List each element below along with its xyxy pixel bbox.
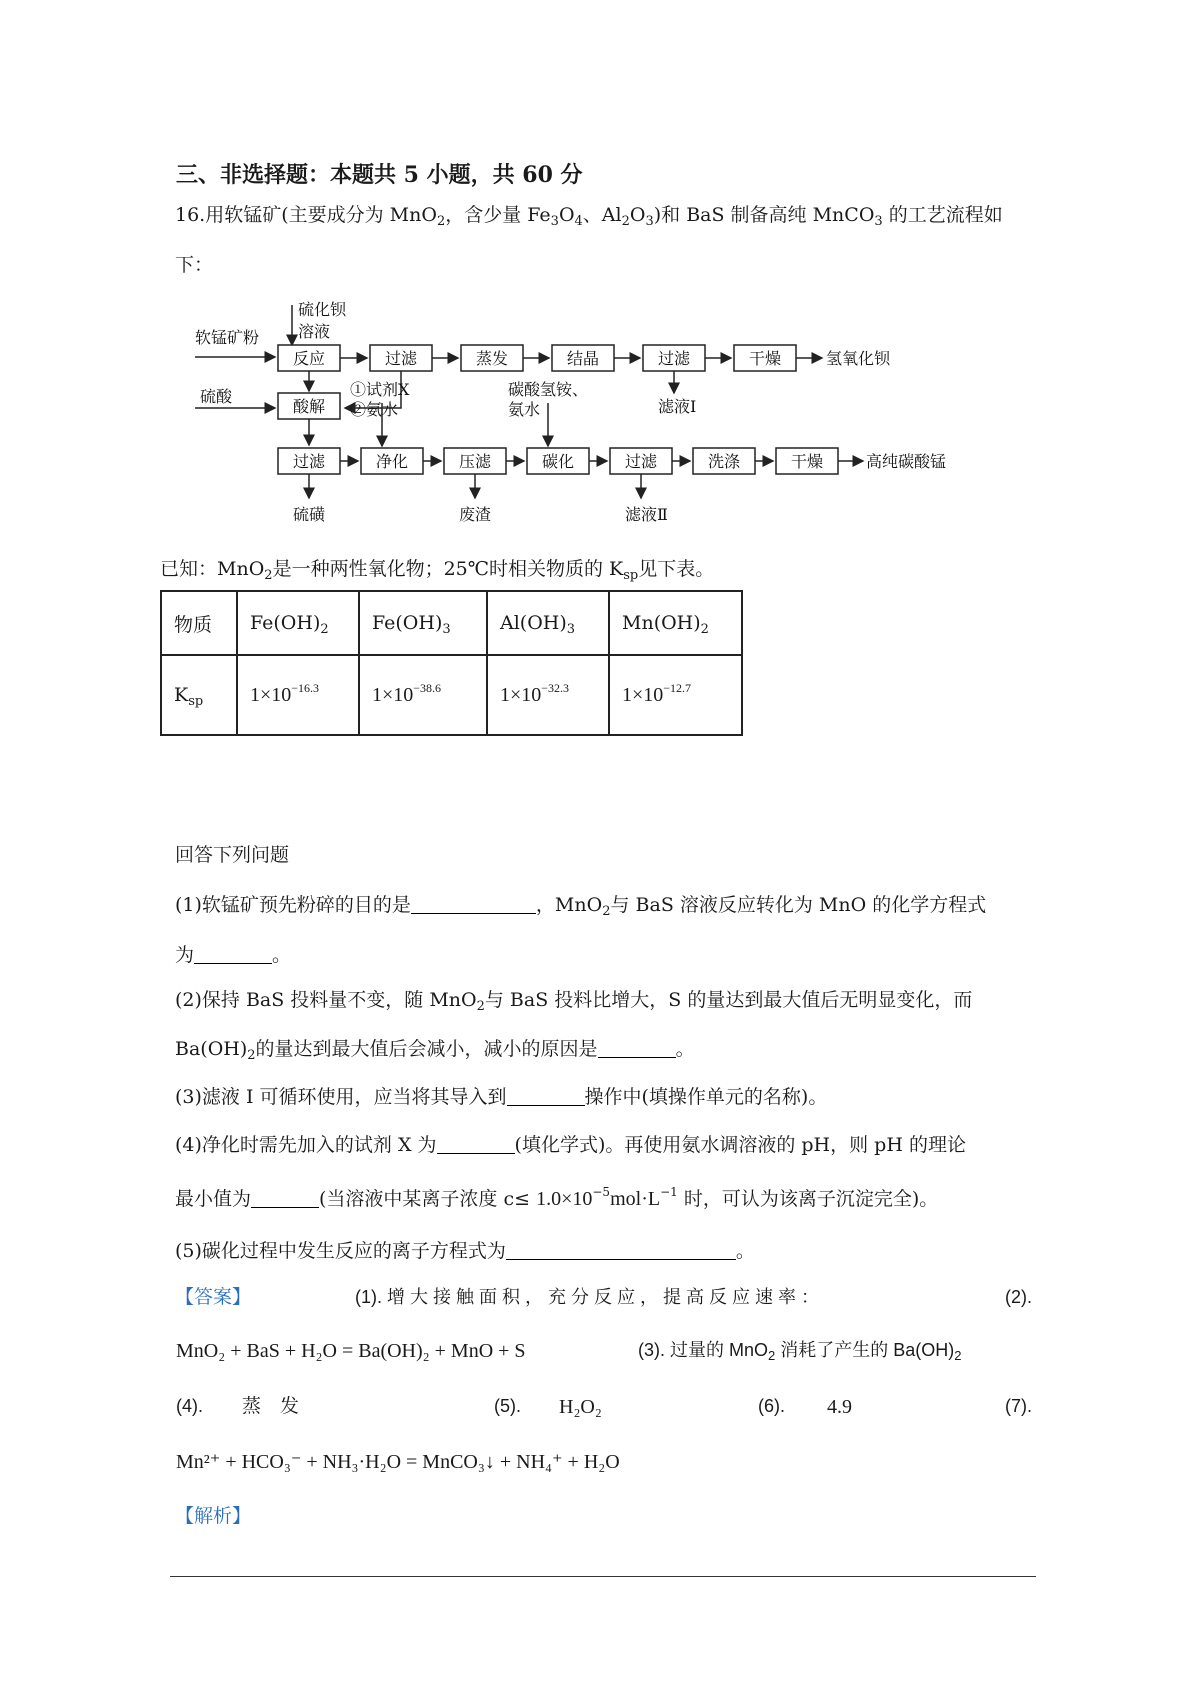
flow-reagent-1: ①试剂X: [350, 380, 410, 399]
flow-box-dry-2: 干燥: [791, 452, 824, 471]
flow-output-baoh2: 氢氧化钡: [826, 349, 891, 368]
answer-4-label: (4).: [176, 1396, 203, 1416]
flow-box-purify: 净化: [376, 452, 409, 471]
question-5: (5)碳化过程中发生反应的离子方程式为 。: [175, 1240, 755, 1262]
flow-box-dry-1: 干燥: [749, 349, 782, 368]
question-2: (2)保持 BaS 投料量不变，随 MnO$_2$与 BaS 投料比增大，S 的量达到最大值后无明显变化，而: [175, 989, 973, 1014]
answer-intro: 回答下列问题: [175, 844, 290, 866]
answer-7-label: (7).: [1005, 1396, 1032, 1416]
flow-input-ore: 软锰矿粉: [195, 328, 260, 347]
flow-acid-label: 硫酸: [200, 387, 233, 406]
answer-5-label: (5).: [494, 1396, 521, 1416]
table-header-cell: $Mn(OH)_2$: [609, 591, 742, 655]
table-header-cell: $Fe(OH)_3$: [359, 591, 487, 655]
question-2-line2: $Ba(OH)_2$的量达到最大值后会减小，减小的原因是 。: [175, 1038, 695, 1063]
question-16-intro-line2: 下：: [175, 254, 214, 276]
flow-box-filter-4: 过滤: [625, 452, 658, 471]
question-4-line2: 最小值为 (当溶液中某离子浓度 $c\le 1.0\times 10^{-5}mol\cdot L^{-1}$ 时，可认为该离子沉淀完全)。: [175, 1185, 939, 1210]
flow-filtrate-1: 滤液Ⅰ: [658, 397, 697, 416]
table-cell: $1\times 10^{-32.3}$: [487, 655, 609, 735]
flow-box-reaction: 反应: [293, 349, 326, 368]
question-1: (1)软锰矿预先粉碎的目的是 ，MnO$_2$与 BaS 溶液反应转化为 MnO 的化学方程式: [175, 894, 987, 919]
flow-carb-2: 氨水: [508, 400, 541, 419]
flow-input-bas: 硫化钡: [298, 300, 347, 319]
flow-box-filter-3: 过滤: [293, 452, 326, 471]
table-header-row: [161, 591, 742, 655]
table-row: [161, 655, 742, 735]
table-cell: $1\times 10^{-38.6}$: [359, 655, 487, 735]
answer-tag: 【答案】: [175, 1286, 252, 1308]
process-flow-diagram: [190, 295, 990, 540]
answer-3: (3). 过量的 MnO$_2$ 消耗了产生的 $Ba(OH)_2$: [638, 1340, 962, 1363]
question-3: (3)滤液 I 可循环使用，应当将其导入到 操作中(填操作单元的名称)。: [175, 1086, 828, 1108]
flow-box-wash: 洗涤: [708, 452, 741, 471]
answer-2-label: (2).: [1005, 1287, 1032, 1307]
answer-1: (1). 增 大 接 触 面 积 ， 充 分 反 应 ， 提 高 反 应 速 率 ：: [355, 1287, 820, 1307]
flow-box-filter-2: 过滤: [658, 349, 691, 368]
answer-7-equation: Mn²⁺ + HCO₃⁻ + NH₃·H₂O = MnCO₃↓ + NH₄⁺ + H₂O: [176, 1451, 620, 1473]
ksp-table: [160, 590, 743, 736]
flow-byproduct-residue: 废渣: [459, 505, 492, 524]
table-header-cell: 物质: [161, 591, 237, 655]
answer-4-value: 蒸 发: [242, 1395, 300, 1417]
analysis-tag: 【解析】: [175, 1505, 252, 1527]
table-cell: $1\times 10^{-16.3}$: [237, 655, 359, 735]
question-16-intro: 16.用软锰矿(主要成分为 MnO$_2$，含少量 $Fe_3O_4$、$Al_2O_3$)和 BaS 制备高纯 MnCO$_3$ 的工艺流程如: [175, 204, 1003, 229]
answer-2-equation: MnO₂ + BaS + H₂O = Ba(OH)₂ + MnO + S: [176, 1340, 526, 1362]
flow-output-mnco3: 高纯碳酸锰: [866, 452, 947, 471]
flow-byproduct-sulfur: 硫磺: [293, 505, 326, 524]
flow-carb-1: 碳酸氢铵、: [508, 380, 589, 399]
known-conditions: 已知：MnO$_2$是一种两性氧化物；25℃时相关物质的 $K_{sp}$见下表。: [160, 558, 715, 583]
flow-box-press-filter: 压滤: [459, 452, 492, 471]
answer-6-value: 4.9: [827, 1396, 852, 1418]
answer-6-label: (6).: [758, 1396, 785, 1416]
flow-input-solution: 溶液: [298, 322, 331, 341]
table-cell: $1\times 10^{-12.7}$: [609, 655, 742, 735]
table-header-cell: $Al(OH)_3$: [487, 591, 609, 655]
flow-reagent-2: ②氨水: [350, 400, 399, 419]
flow-box-evaporate: 蒸发: [476, 349, 509, 368]
question-1-line2: 为 。: [175, 944, 292, 966]
flow-box-crystallize: 结晶: [567, 349, 600, 368]
table-header-cell: $Fe(OH)_2$: [237, 591, 359, 655]
flow-byproduct-filtrate-2: 滤液Ⅱ: [625, 505, 668, 524]
flow-box-acid: 酸解: [293, 397, 326, 416]
flow-box-filter-1: 过滤: [385, 349, 418, 368]
footer-divider: [170, 1576, 1036, 1577]
answer-5-value: H₂O₂: [559, 1396, 602, 1418]
flow-box-carbonize: 碳化: [542, 452, 575, 471]
section-title: 三、非选择题：本题共 5 小题，共 60 分: [176, 162, 583, 188]
table-cell: $K_{sp}$: [161, 655, 237, 735]
question-4: (4)净化时需先加入的试剂 X 为 (填化学式)。再使用氨水调溶液的 pH，则 pH 的理论: [175, 1134, 966, 1156]
